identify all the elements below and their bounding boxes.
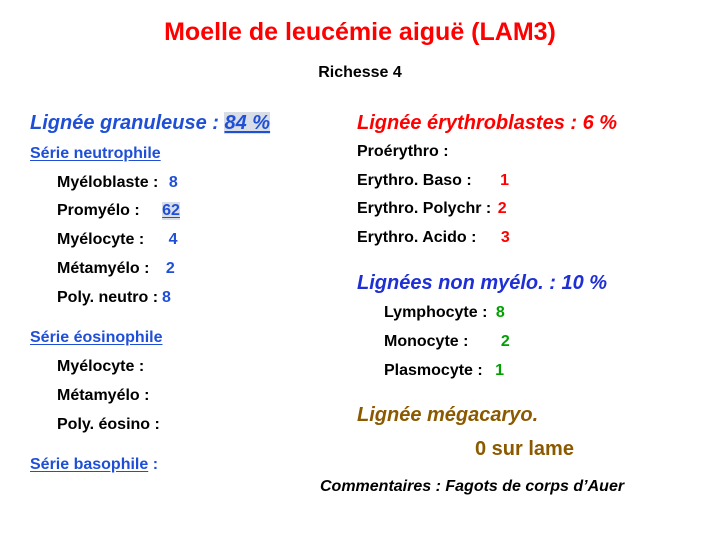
erythro-row bbox=[357, 143, 449, 161]
row-value: 8 bbox=[168, 174, 178, 191]
serie-basophile-label: Série basophile bbox=[30, 456, 149, 473]
granuleuse-heading bbox=[30, 112, 270, 135]
nonmyelo-row bbox=[384, 362, 504, 380]
megacaryo-value: 0 sur lame bbox=[475, 438, 574, 460]
serie-basophile-suffix: : bbox=[148, 456, 159, 473]
page-title: Moelle de leucémie aiguë (LAM3) bbox=[164, 18, 556, 46]
neutrophile-row bbox=[57, 260, 175, 278]
neutrophile-row bbox=[57, 231, 178, 249]
row-label: Promyélo : bbox=[57, 202, 140, 219]
row-label: Lymphocyte : bbox=[384, 304, 488, 321]
row-value: 1 bbox=[495, 362, 505, 379]
row-label: Métamyélo : bbox=[57, 260, 150, 277]
granuleuse-total: 84 % bbox=[224, 112, 271, 134]
neutrophile-row bbox=[57, 202, 180, 220]
row-value: 8 bbox=[495, 304, 505, 321]
row-value: 3 bbox=[500, 229, 510, 246]
row-value: 2 bbox=[497, 200, 507, 217]
row-label: Plasmocyte : bbox=[384, 362, 483, 379]
row-label: Myélocyte : bbox=[57, 231, 145, 248]
row-value: 62 bbox=[162, 202, 180, 219]
serie-eosinophile-label: Série éosinophile bbox=[30, 329, 163, 346]
eosinophile-row: Métamyélo : bbox=[57, 387, 150, 404]
nonmyelo-row bbox=[384, 333, 510, 351]
erythro-heading: Lignée érythroblastes : 6 % bbox=[357, 112, 618, 134]
nonmyelo-heading: Lignées non myélo. : 10 % bbox=[357, 272, 608, 294]
eosinophile-row: Poly. éosino : bbox=[57, 416, 160, 433]
serie-neutrophile-label: Série neutrophile bbox=[30, 145, 161, 162]
erythro-row bbox=[357, 172, 509, 190]
nonmyelo-row bbox=[384, 304, 505, 322]
row-value: 2 bbox=[165, 260, 175, 277]
page-subtitle: Richesse 4 bbox=[318, 64, 402, 81]
row-label: Erythro. Polychr : bbox=[357, 200, 492, 217]
serie-basophile bbox=[30, 456, 158, 474]
row-label: Myéloblaste : bbox=[57, 174, 159, 191]
row-label: Poly. neutro : bbox=[57, 289, 159, 306]
row-value: 1 bbox=[500, 172, 510, 189]
neutrophile-row bbox=[57, 289, 171, 307]
erythro-row bbox=[357, 229, 510, 247]
comment-text: Commentaires : Fagots de corps d’Auer bbox=[320, 478, 625, 495]
row-value: 4 bbox=[168, 231, 178, 248]
row-label: Monocyte : bbox=[384, 333, 469, 350]
neutrophile-row bbox=[57, 174, 178, 192]
erythro-row bbox=[357, 200, 507, 218]
row-label: Erythro. Acido : bbox=[357, 229, 477, 246]
granuleuse-heading-label: Lignée granuleuse : bbox=[30, 112, 225, 134]
eosinophile-row: Myélocyte : bbox=[57, 358, 145, 375]
row-label: Erythro. Baso : bbox=[357, 172, 472, 189]
row-value: 8 bbox=[162, 289, 171, 306]
row-label: Proérythro : bbox=[357, 143, 449, 160]
megacaryo-heading: Lignée mégacaryo. bbox=[357, 404, 539, 426]
row-value: 2 bbox=[500, 333, 510, 350]
